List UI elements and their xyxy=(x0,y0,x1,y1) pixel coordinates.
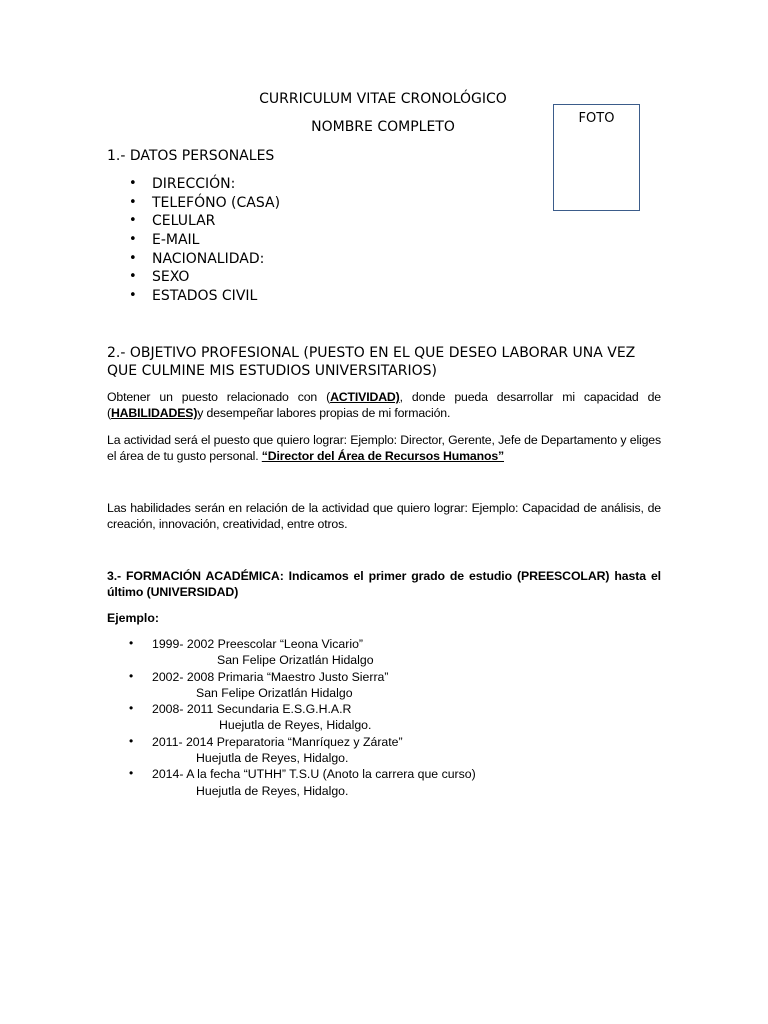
education-location: Huejutla de Reyes, Hidalgo. xyxy=(219,718,372,733)
objective-text-e: y desempeñar labores propias de mi formación. xyxy=(197,406,451,420)
education-entry: • 1999- 2002 Preescolar “Leona Vicario” xyxy=(152,637,363,651)
section-personal-data-heading: 1.- DATOS PERSONALES xyxy=(107,148,275,164)
list-item: • DIRECCIÓN: xyxy=(107,175,280,194)
education-location: Huejutla de Reyes, Hidalgo. xyxy=(196,751,349,766)
education-location: Huejutla de Reyes, Hidalgo. xyxy=(196,783,349,798)
list-item: • CELULAR xyxy=(107,212,280,231)
list-item: • SEXO xyxy=(107,268,280,287)
section-objective-heading: 2.- OBJETIVO PROFESIONAL (PUESTO EN EL QUE DESEO LABORAR UNA VEZ QUE CULMINE MIS ESTUDIOS UNIVERSITARIOS) xyxy=(107,345,636,379)
objective-text-c: , donde pueda desarrollar mi capacidad de ( xyxy=(107,390,661,420)
example-label: Ejemplo: xyxy=(107,611,159,625)
personal-data-list xyxy=(107,175,280,306)
skills-explanation-paragraph: Las habilidades serán en relación de la actividad que quiero lograr: Ejemplo: Capacidad de análisis, de creación, innovación, creatividad, entre otros. xyxy=(107,501,661,531)
document-title: CURRICULUM VITAE CRONOLÓGICO xyxy=(259,91,507,107)
activity-placeholder: ACTIVIDAD) xyxy=(330,390,400,404)
education-location: San Felipe Orizatlán Hidalgo xyxy=(196,685,353,700)
education-entry: • 2008- 2011 Secundaria E.S.G.H.A.R xyxy=(152,702,352,717)
full-name-heading: NOMBRE COMPLETO xyxy=(311,119,455,135)
education-entry: • 2014- A la fecha “UTHH” T.S.U (Anoto la carrera que curso) xyxy=(152,767,476,782)
list-item: • ESTADOS CIVIL xyxy=(107,287,280,306)
education-list xyxy=(107,636,476,799)
education-location: San Felipe Orizatlán Hidalgo xyxy=(217,653,374,668)
skills-placeholder: HABILIDADES) xyxy=(110,406,198,420)
list-item xyxy=(107,734,476,767)
list-item xyxy=(107,636,476,669)
section-education-heading: 3.- FORMACIÓN ACADÉMICA: Indicamos el primer grado de estudio (PREESCOLAR) hasta el último (UNIVERSIDAD) xyxy=(107,569,661,599)
list-item: • TELEFÓNO (CASA) xyxy=(107,194,280,213)
objective-paragraph xyxy=(107,389,661,421)
photo-label: FOTO xyxy=(578,111,615,126)
education-entry: • 2002- 2008 Primaria “Maestro Justo Sierra” xyxy=(152,669,389,684)
list-item xyxy=(107,669,476,702)
activity-explanation-text: La actividad será el puesto que quiero lograr: Ejemplo: Director, Gerente, Jefe de Departamento y eliges el área de tu gusto personal. xyxy=(107,433,661,463)
list-item: • E-MAIL xyxy=(107,231,280,250)
photo-placeholder xyxy=(553,104,640,211)
objective-text-a: Obtener un puesto relacionado con ( xyxy=(107,390,331,404)
list-item xyxy=(107,701,476,734)
education-entry: • 2011- 2014 Preparatoria “Manríquez y Zárate” xyxy=(152,734,403,749)
list-item xyxy=(107,766,476,799)
list-item: • NACIONALIDAD: xyxy=(107,250,280,269)
activity-example: “Director del Área de Recursos Humanos” xyxy=(261,449,505,463)
activity-explanation-paragraph xyxy=(107,432,661,464)
